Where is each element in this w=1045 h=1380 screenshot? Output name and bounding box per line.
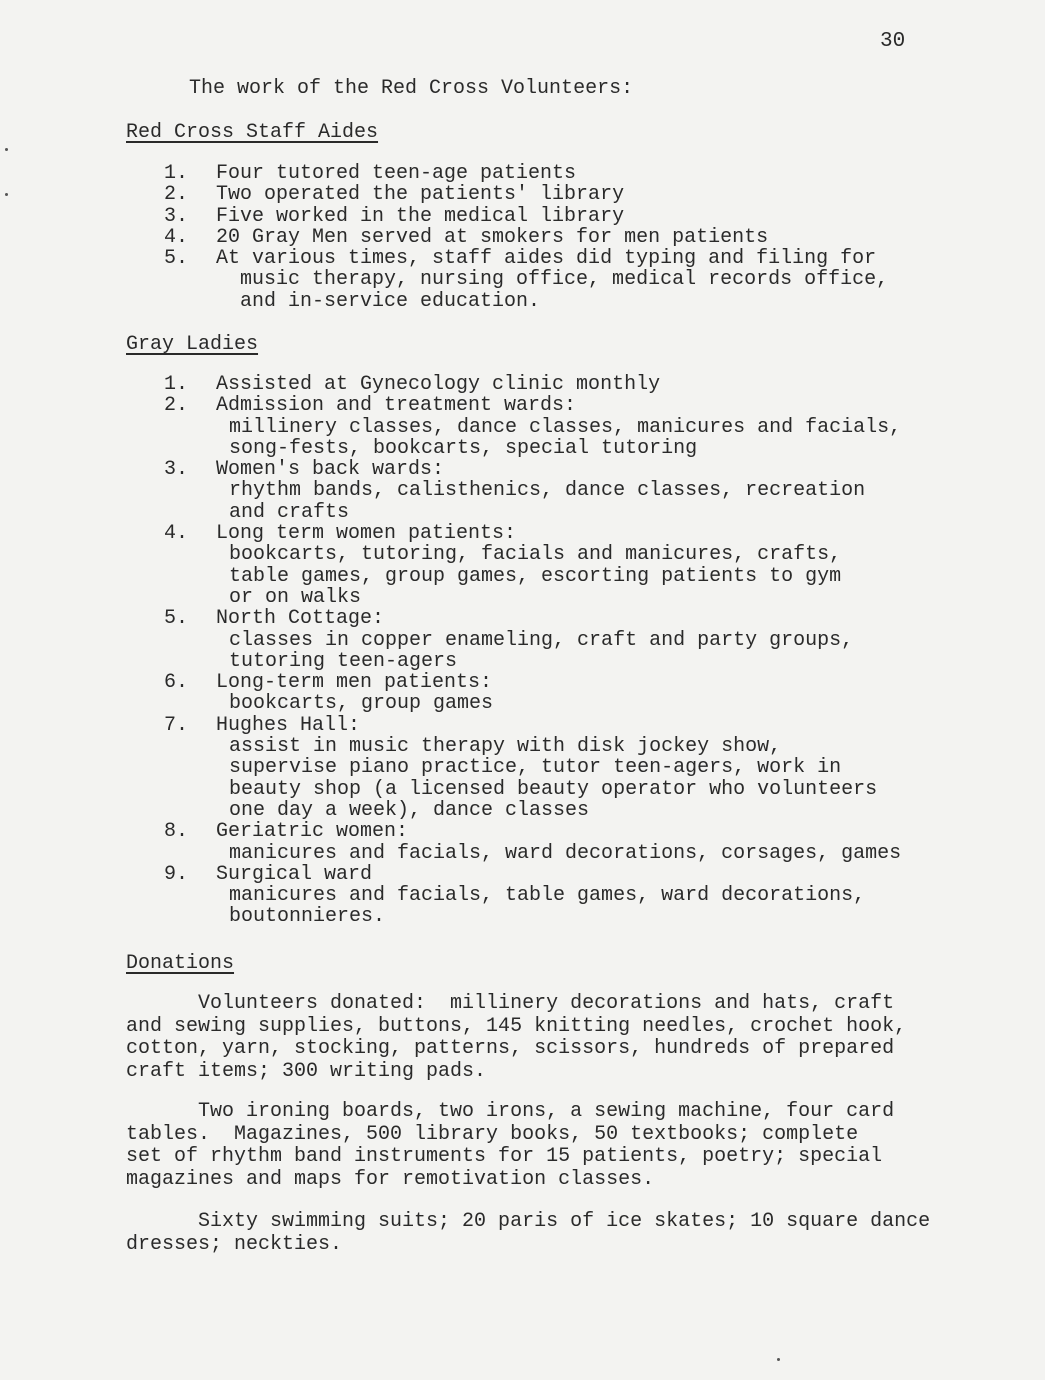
list-item	[164, 821, 901, 864]
list-item-detail: bookcarts, tutoring, facials and manicures, crafts,	[229, 543, 842, 567]
list-item-detail: one day a week), dance classes	[229, 798, 590, 822]
list-item	[164, 227, 888, 248]
list-item-number: 5.	[164, 607, 189, 631]
paragraph-line: craft items; 300 writing pads.	[126, 1059, 487, 1083]
list-item-text: At various times, staff aides did typing and filing for	[216, 247, 877, 271]
list-item-number: 9.	[164, 862, 189, 886]
list-item	[164, 248, 888, 312]
list-item-number: 1.	[164, 373, 189, 396]
paragraph-line: Two ironing boards, two irons, a sewing machine, four card	[126, 1100, 895, 1123]
list-item-text: Assisted at Gynecology clinic monthly	[216, 373, 661, 396]
list-item-number: 4.	[164, 225, 189, 249]
list-item-text: Four tutored teen-age patients	[216, 162, 577, 185]
list-item-detail: table games, group games, escorting patients to gym	[229, 564, 842, 588]
page-number: 30	[880, 30, 906, 53]
list-item-detail: supervise piano practice, tutor teen-agers, work in	[229, 756, 842, 780]
list-item-text: Geriatric women:	[216, 820, 409, 844]
intro-line: The work of the Red Cross Volunteers:	[189, 77, 634, 100]
list-item-number: 1.	[164, 162, 189, 185]
list-item-detail: tutoring teen-agers	[229, 649, 458, 673]
list-item	[164, 184, 888, 205]
list-item-detail: rhythm bands, calisthenics, dance classes, recreation	[229, 479, 866, 503]
paragraph-line: tables. Magazines, 500 library books, 50 textbooks; complete	[126, 1122, 859, 1146]
donations-paragraph-1	[126, 993, 986, 1083]
heading-staff-aides: Red Cross Staff Aides	[126, 121, 379, 144]
list-item	[164, 523, 901, 608]
list-item-text: 20 Gray Men served at smokers for men patients	[216, 225, 769, 249]
list-item-number: 2.	[164, 183, 189, 207]
list-item	[164, 459, 901, 523]
list-item-text: Long-term men patients:	[216, 671, 493, 695]
list-item-detail: and in-service education.	[240, 289, 541, 313]
staff-aides-list	[164, 163, 888, 312]
list-item-detail: bookcarts, group games	[229, 692, 494, 716]
heading-gray-ladies: Gray Ladies	[126, 333, 259, 356]
list-item-text: Women's back wards:	[216, 458, 445, 482]
list-item-number: 7.	[164, 713, 189, 737]
list-item-number: 8.	[164, 820, 189, 844]
gray-ladies-list	[164, 374, 901, 928]
list-item-text: North Cottage:	[216, 607, 385, 631]
list-item	[164, 163, 888, 184]
list-item-text: Hughes Hall:	[216, 713, 361, 737]
paragraph-line: set of rhythm band instruments for 15 patients, poetry; special	[126, 1145, 883, 1168]
paragraph-line: magazines and maps for remotivation classes.	[126, 1167, 655, 1191]
list-item	[164, 395, 901, 459]
donations-paragraph-2	[126, 1101, 986, 1191]
list-item-text: Long term women patients:	[216, 522, 517, 546]
list-item-detail: manicures and facials, table games, ward decorations,	[229, 884, 866, 908]
paragraph-line: Sixty swimming suits; 20 paris of ice skates; 10 square dance	[126, 1210, 931, 1233]
list-item-number: 3.	[164, 458, 189, 482]
list-item-detail: assist in music therapy with disk jockey show,	[229, 735, 782, 759]
list-item	[164, 206, 888, 227]
list-item-text: Admission and treatment wards:	[216, 394, 577, 418]
list-item-detail: manicures and facials, ward decorations, corsages, games	[229, 841, 902, 865]
list-item-detail: song-fests, bookcarts, special tutoring	[229, 436, 698, 460]
list-item-number: 2.	[164, 394, 189, 418]
list-item-number: 6.	[164, 671, 189, 695]
list-item	[164, 672, 901, 715]
heading-donations: Donations	[126, 952, 235, 975]
list-item	[164, 374, 901, 395]
list-item	[164, 608, 901, 672]
list-item-number: 4.	[164, 522, 189, 546]
list-item-text: Surgical ward	[216, 862, 373, 886]
list-item-detail: beauty shop (a licensed beauty operator who volunteers	[229, 777, 878, 801]
paragraph-line: Volunteers donated: millinery decorations and hats, craft	[126, 992, 895, 1015]
list-item-detail: and crafts	[229, 500, 350, 524]
scan-speck	[777, 1358, 780, 1361]
paragraph-line: dresses; neckties.	[126, 1232, 343, 1256]
list-item-detail: millinery classes, dance classes, manicures and facials,	[229, 415, 902, 439]
list-item	[164, 864, 901, 928]
scan-speck	[5, 193, 8, 196]
list-item-text: Five worked in the medical library	[216, 204, 625, 228]
scan-speck	[5, 148, 8, 151]
list-item-detail: music therapy, nursing office, medical records office,	[240, 268, 889, 292]
list-item-number: 5.	[164, 247, 189, 271]
list-item-detail: classes in copper enameling, craft and party groups,	[229, 628, 854, 652]
list-item-number: 3.	[164, 204, 189, 228]
list-item-text: Two operated the patients' library	[216, 183, 625, 207]
donations-paragraph-3	[126, 1211, 986, 1256]
list-item-detail: boutonnieres.	[229, 905, 386, 929]
paragraph-line: cotton, yarn, stocking, patterns, scissors, hundreds of prepared	[126, 1037, 895, 1060]
list-item	[164, 715, 901, 821]
list-item-detail: or on walks	[229, 585, 362, 609]
paragraph-line: and sewing supplies, buttons, 145 knitting needles, crochet hook,	[126, 1014, 907, 1038]
